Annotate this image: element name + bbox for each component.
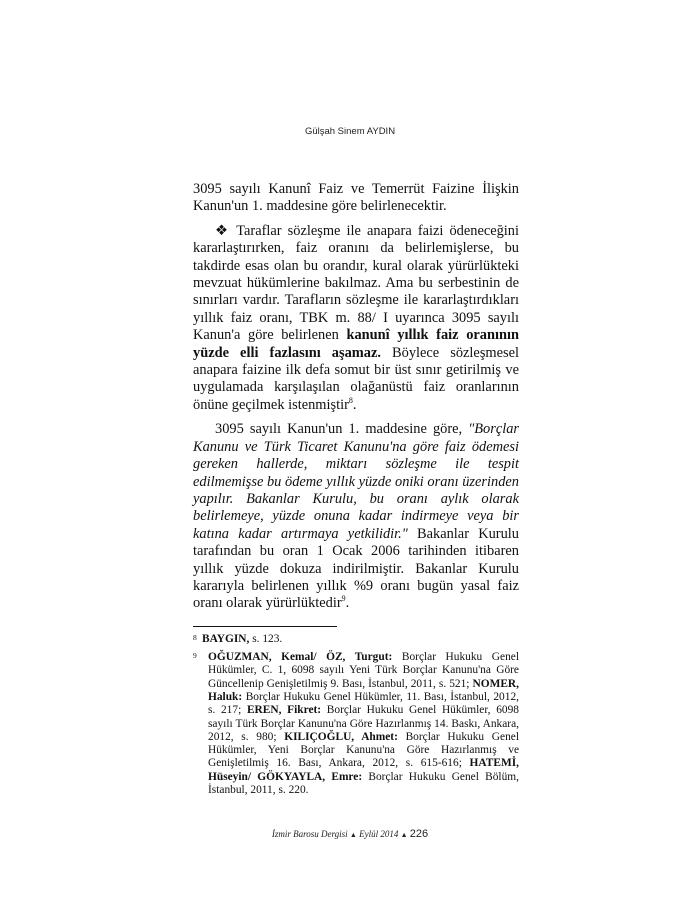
- author: KILIÇOĞLU, Ahmet:: [284, 730, 398, 743]
- text: Taraflar sözleşme ile anapara faizi ödeneceğini kararlaştırırken, faiz oranını da belirlemişlerse, bu takdirde esas olan bu orandır, kural olarak yürürlükteki mevzuat hükümlerine bakılmaz. Ama bu serbestinin de sınırları vardır. Tarafların sözleşme ile kararlaştırdıkları yıllık faiz oranı, TBK m. 88/ I uyarınca 3095 sayılı Kanun'a göre belirlenen: [193, 222, 519, 344]
- footnotes: [193, 633, 519, 821]
- text: Borçlar Hukuku Genel Hükümler, C. 1, 6098 sayılı Yeni Türk Borçlar Kanunu'na Göre Güncellenip Genişletilmiş 9. Bası, İstanbul, 2011, s. 521;: [208, 651, 519, 690]
- footnote-number: 8: [193, 632, 197, 642]
- triangle-separator-icon: ▲: [400, 830, 408, 839]
- text: 3095 sayılı Kanun'un 1. maddesine göre,: [215, 421, 469, 438]
- text: Borçlar Hukuku Genel Bölüm, İstanbul, 2011, s. 220.: [208, 770, 519, 797]
- triangle-separator-icon: ▲: [349, 830, 357, 839]
- text: Borçlar Hukuku Genel Hükümler, 11. Bası, İstanbul, 2012, s. 217;: [208, 690, 519, 717]
- footnote-8: [193, 633, 519, 646]
- text: Bakanlar Kurulu tarafından bu oran 1 Ocak 2006 tarihinden itibaren yıllık yüzde dokuza indirilmiştir. Bakanlar Kurulu kararıyla belirlenen yıllık %9 oranı bugün yasal faiz oranı olarak yürürlüktedir: [193, 525, 519, 612]
- footnote-number: 9: [193, 651, 197, 661]
- text: s. 123.: [249, 632, 283, 645]
- footnote-ref-8[interactable]: 8: [348, 396, 353, 406]
- quote-text: "Borçlar Kanunu ve Türk Ticaret Kanunu'na göre faiz ödemesi gereken hallerde, miktarı sözleşme ile tespit edilmemişse bu ödeme yıllık yüzde oniki oranı üzerinden yapılır. Bakanlar Kurulu, bu oranı aylık olarak belirlemeye, yüzde onuna kadar indirmeye veya bir katına kadar artırmaya yetkilidir.": [193, 421, 519, 542]
- main-text: [193, 181, 519, 620]
- paragraph-2: [193, 223, 519, 414]
- paragraph-1: 3095 sayılı Kanunî Faiz ve Temerrüt Faizine İlişkin Kanun'un 1. maddesine göre belirlenecektir.: [193, 181, 519, 215]
- page-footer: [0, 827, 700, 862]
- text: Böylece sözleşmesel anapara faizine ilk defa somut bir üst sınır getirilmiş ve uygulamada karşılaşılan olağanüstü faiz oranlarının önüne geçilmek istenmiştir: [193, 344, 519, 413]
- author: EREN, Fikret:: [246, 704, 322, 717]
- author: HATEMİ, Hüseyin/ GÖKYAYLA, Emre:: [208, 757, 519, 783]
- footnote-9: [193, 651, 519, 797]
- paragraph-3: [193, 421, 519, 612]
- issue-date: Eylül 2014: [359, 828, 399, 839]
- footnote-ref-9[interactable]: 9: [341, 594, 346, 604]
- text: .: [345, 595, 350, 612]
- page-number: 226: [409, 827, 429, 840]
- author: NOMER, Haluk:: [208, 677, 519, 703]
- text: Borçlar Hukuku Genel Hükümler, 6098 sayılı Türk Borçlar Kanunu'na Göre Hazırlanmış 14. Baskı, Ankara, 2012, s. 980;: [208, 704, 520, 743]
- diamond-bullet-icon: ❖: [215, 222, 231, 239]
- journal-name: İzmir Barosu Dergisi: [271, 828, 348, 839]
- running-header: Gülşah Sinem AYDIN: [304, 126, 396, 137]
- text: Borçlar Hukuku Genel Hükümler, Yeni Borçlar Kanunu'na Göre Hazırlanmış ve Genişletilmiş 16. Bası, Ankara, 2012, s. 615-616;: [208, 730, 519, 770]
- bold-text: kanunî yıllık faiz oranının yüzde elli fazlasını aşamaz.: [193, 327, 519, 361]
- author: OĞUZMAN, Kemal/ ÖZ, Turgut:: [208, 651, 393, 664]
- author: BAYGIN,: [202, 632, 250, 645]
- footnote-divider: [193, 626, 337, 627]
- text: .: [352, 396, 357, 413]
